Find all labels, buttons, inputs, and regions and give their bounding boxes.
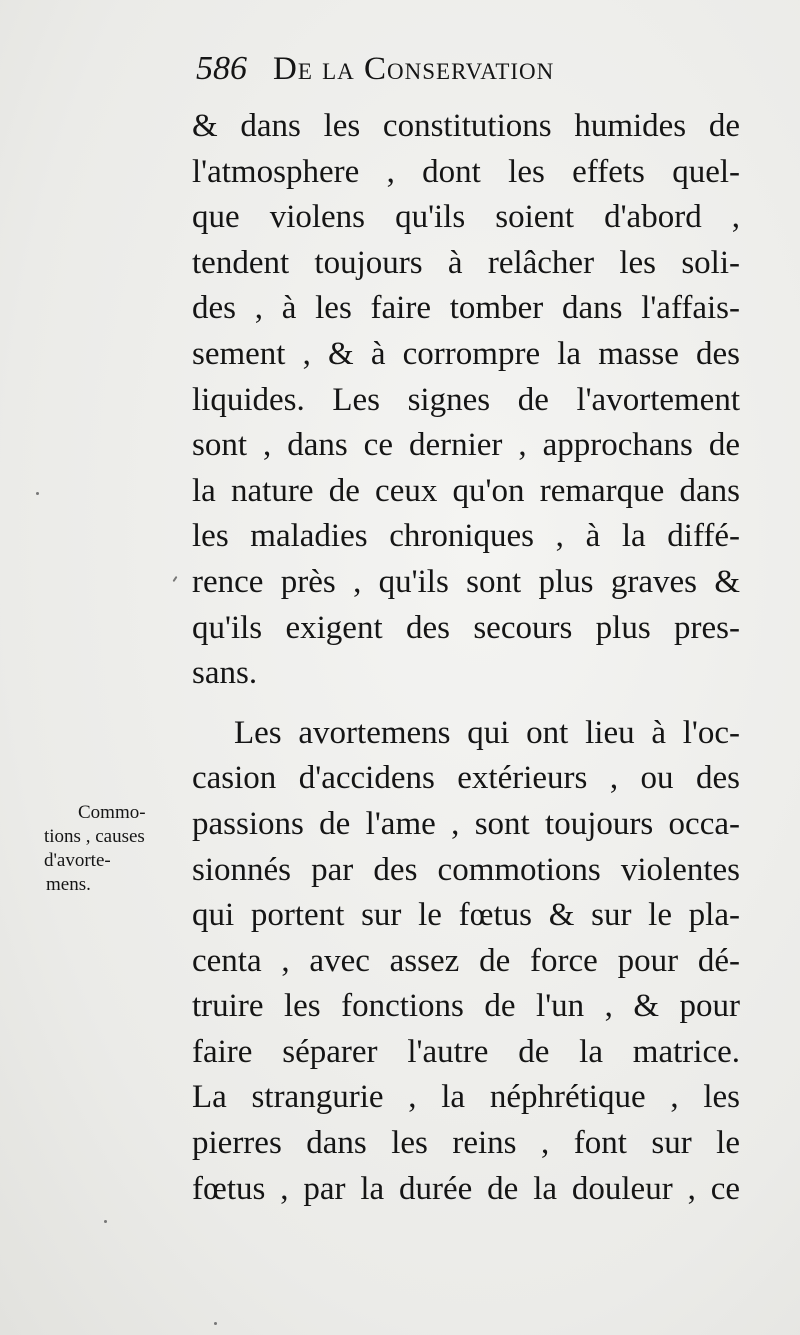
paragraph-gap [192, 697, 740, 711]
text-line: pierres dans les reins , font sur le [192, 1125, 740, 1162]
text-line: liquides. Les signes de l'avortement [192, 381, 740, 418]
paper-speck [36, 492, 39, 495]
text-line: tendent toujours à relâcher les soli- [192, 244, 740, 281]
text-line: sionnés par des commotions violentes [192, 851, 740, 888]
text-line: truire les fonctions de l'un , & pour [192, 988, 740, 1025]
text-line: rence près , qu'ils sont plus graves & [192, 563, 740, 600]
text-line: des , à les faire tomber dans l'affais- [192, 290, 740, 327]
running-title: De la Conservation [273, 51, 555, 87]
body-text [192, 104, 740, 1212]
text-line: qui portent sur le fœtus & sur le pla- [192, 897, 740, 934]
marginal-note-line: mens. [46, 874, 91, 895]
text-line: casion d'accidens extérieurs , ou des [192, 760, 740, 797]
paper-speck [214, 1322, 217, 1325]
marginal-note-line: Commo- [78, 802, 146, 823]
paper-speck [172, 576, 177, 582]
page-header [196, 50, 796, 98]
page-number: 586 [196, 50, 247, 87]
text-line: l'atmosphere , dont les effets quel- [192, 153, 740, 190]
text-line: fœtus , par la durée de la douleur , ce [192, 1170, 740, 1207]
text-line: que violens qu'ils soient d'abord , [192, 199, 740, 236]
text-line: centa , avec assez de force pour dé- [192, 942, 740, 979]
paper-speck [104, 1220, 107, 1223]
text-line: Les avortemens qui ont lieu à l'oc- [234, 714, 740, 751]
text-line: qu'ils exigent des secours plus pres- [192, 609, 740, 646]
text-line: la nature de ceux qu'on remarque dans [192, 472, 740, 509]
text-line: passions de l'ame , sont toujours occa- [192, 805, 740, 842]
text-line: les maladies chroniques , à la diffé- [192, 518, 740, 555]
paragraph-1 [192, 104, 740, 697]
text-line: & dans les constitutions humides de [192, 108, 740, 144]
text-line: sans. [192, 655, 258, 692]
marginal-note [44, 801, 190, 897]
marginal-note-line: d'avorte- [44, 850, 111, 871]
text-line: sement , & à corrompre la masse des [192, 335, 740, 372]
text-line: faire séparer l'autre de la matrice. [192, 1033, 740, 1070]
marginal-note-line: tions , causes [44, 826, 145, 847]
paragraph-2 [192, 711, 740, 1213]
text-line: sont , dans ce dernier , approchans de [192, 427, 740, 464]
text-line: La strangurie , la néphrétique , les [192, 1079, 740, 1116]
